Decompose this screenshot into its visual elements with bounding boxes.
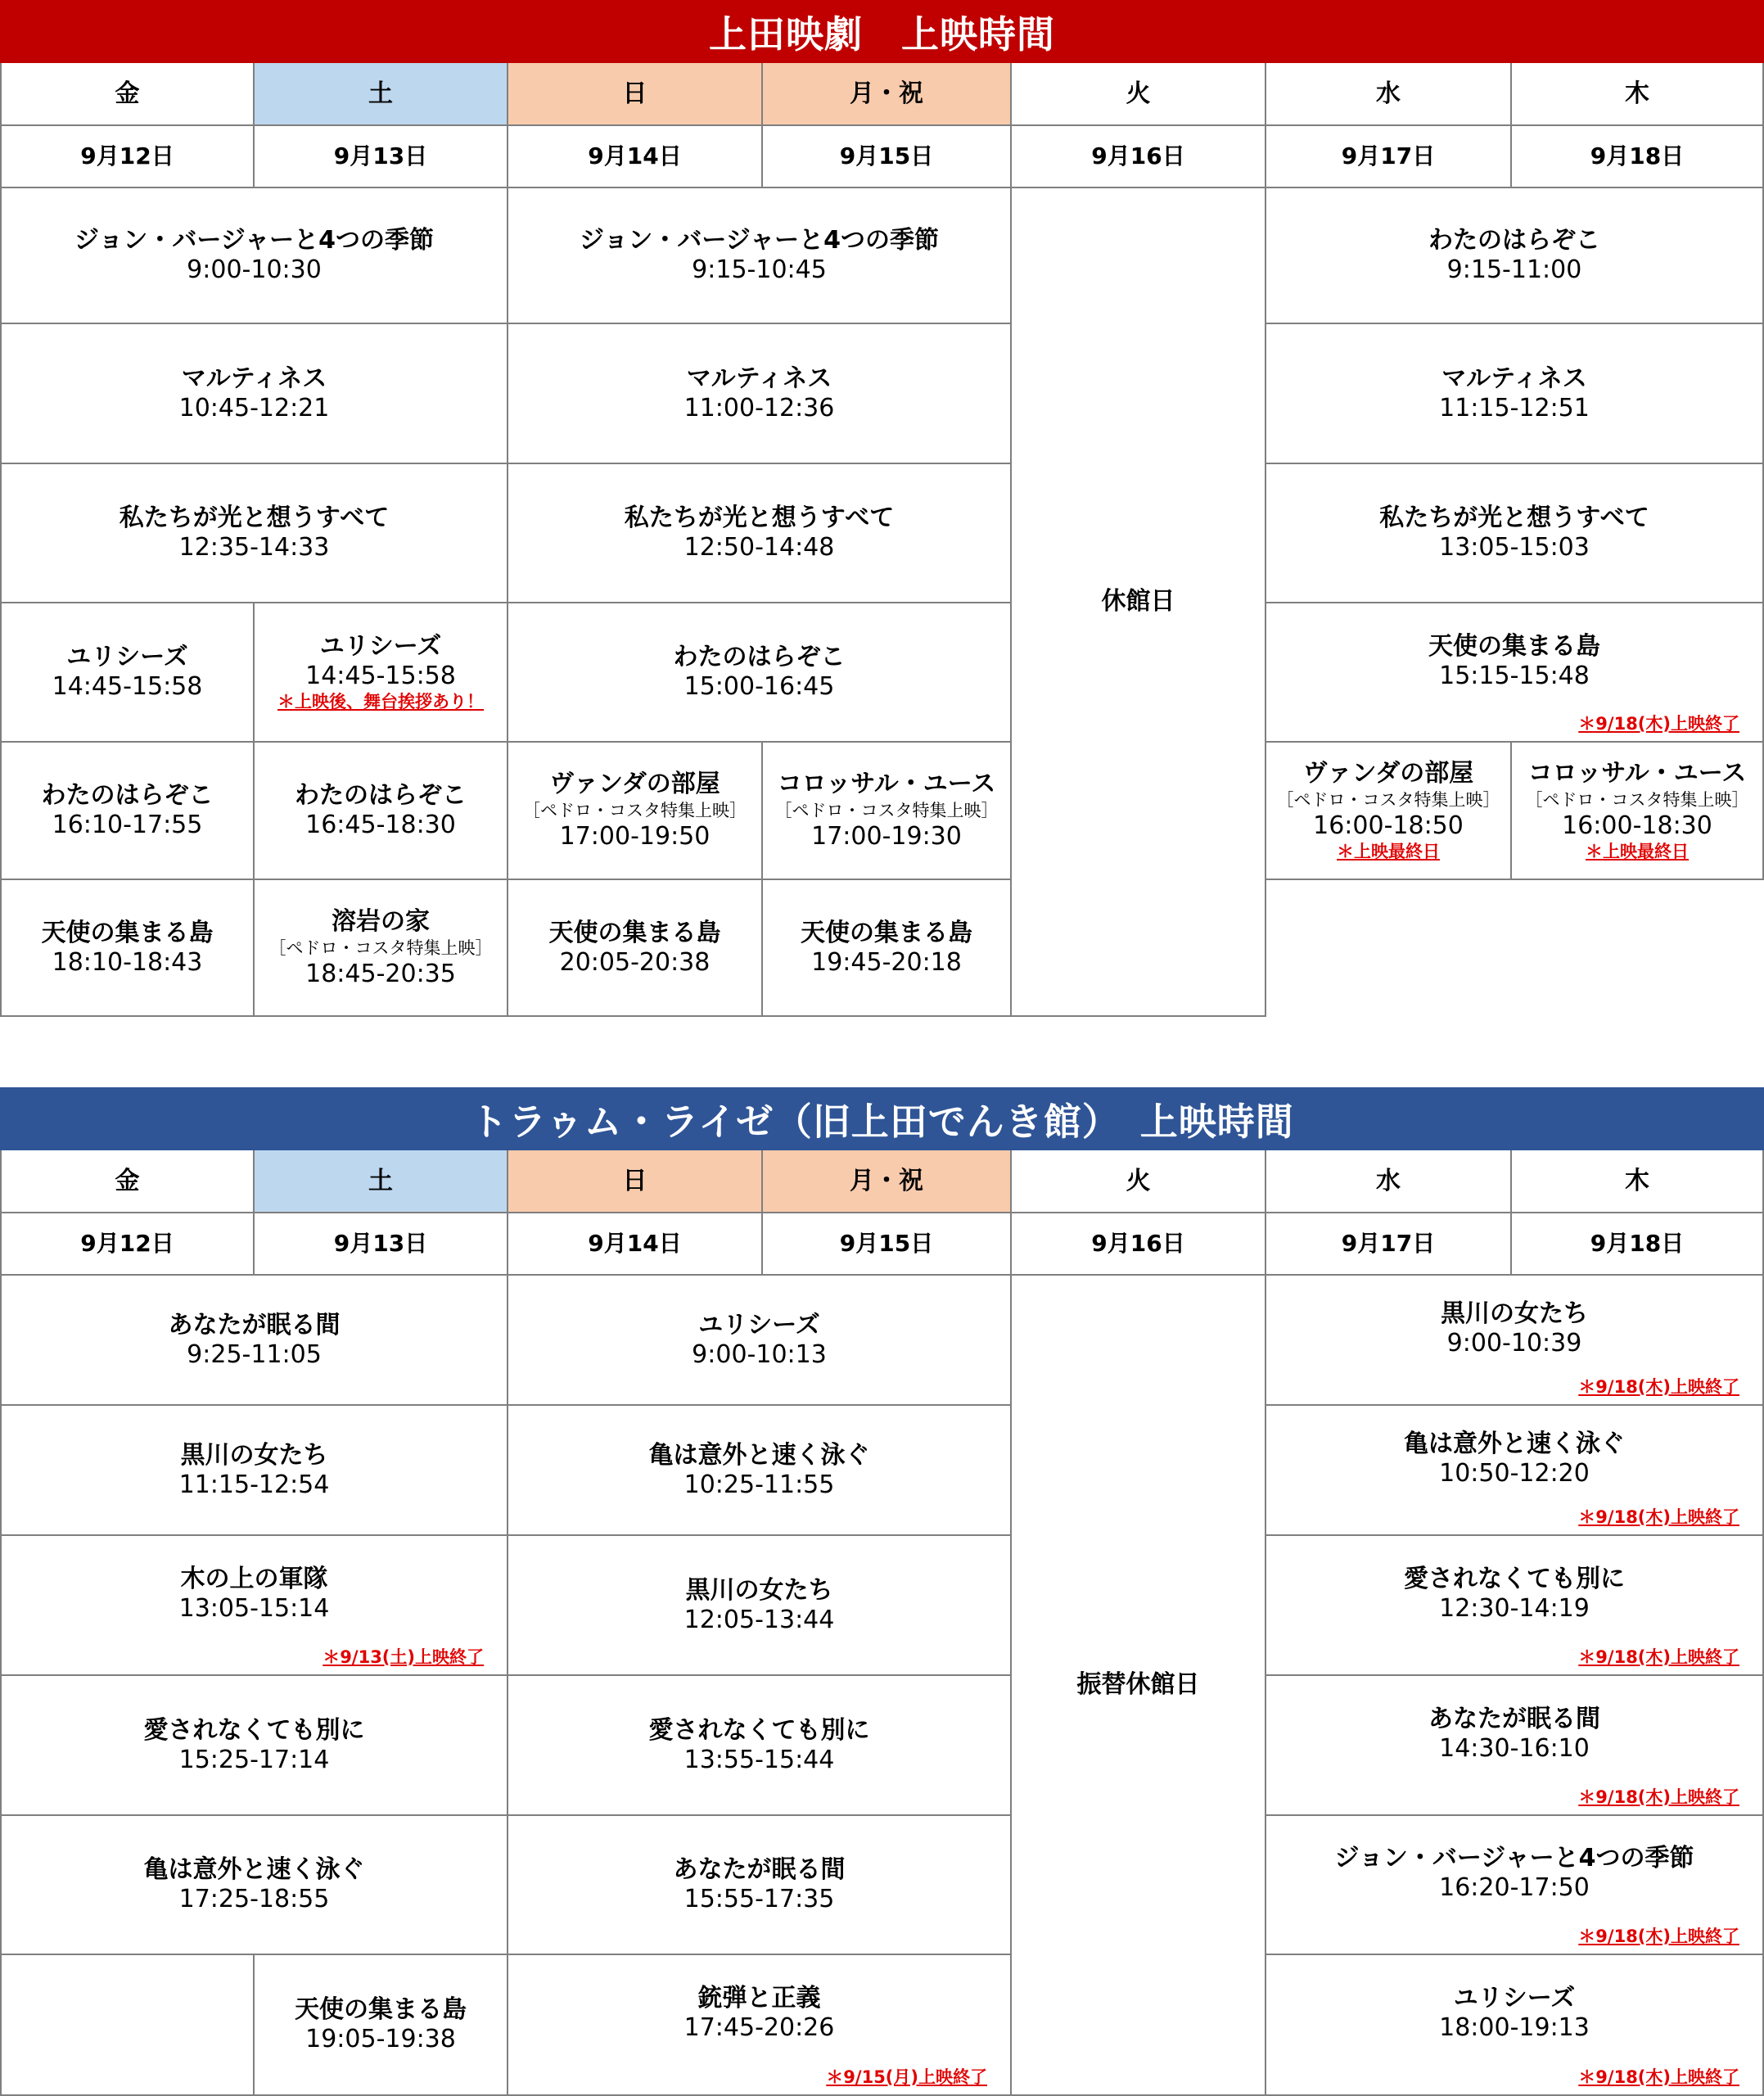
screening-cell	[1266, 1406, 1764, 1536]
showtime: 13:05-15:14	[178, 1593, 330, 1623]
notice-text: ＊9/18(木)上映終了	[1578, 1927, 1739, 1946]
film-title: ジョン・バージャーと4つの季節	[1334, 1844, 1694, 1872]
showtime: 18:10-18:43	[52, 947, 203, 977]
film-title: 天使の集まる島	[41, 918, 214, 947]
film-title: 黒川の女たち	[1441, 1299, 1588, 1328]
film-title: 亀は意外と速く泳ぐ	[1404, 1429, 1625, 1458]
showtime: 15:15-15:48	[1439, 662, 1590, 690]
showtime: 16:00-18:30	[1562, 811, 1712, 840]
film-title: 愛されなくても別に	[1404, 1564, 1625, 1593]
showtime: 15:25-17:14	[178, 1745, 330, 1774]
notice-text: ＊9/18(木)上映終了	[1578, 2067, 1739, 2087]
screening-cell	[1266, 743, 1512, 880]
day-fri: 金	[0, 63, 255, 126]
film-title: マルティネス	[686, 364, 832, 393]
screening-cell	[0, 603, 255, 743]
day-sun: 日	[508, 63, 763, 126]
film-title: 私たちが光と想うすべて	[119, 504, 390, 532]
screening-cell	[0, 880, 255, 1017]
screening-cell	[1512, 743, 1764, 880]
film-title: わたのはらぞこ	[41, 781, 214, 810]
notice-text: ＊9/15(月)上映終了	[826, 2067, 987, 2087]
showtime: 12:35-14:33	[178, 533, 330, 562]
showtime: 12:05-13:44	[683, 1605, 835, 1634]
program-label: ［ペドロ・コスタ特集上映］	[1276, 790, 1500, 810]
date-fri: 9月12日	[0, 1213, 255, 1276]
film-title: 天使の集まる島	[1428, 632, 1600, 661]
day-mon-holiday: 月・祝	[763, 1150, 1012, 1213]
showtime: 17:45-20:26	[683, 2013, 835, 2042]
day-sun: 日	[508, 1150, 763, 1213]
film-title: 私たちが光と想うすべて	[624, 504, 895, 532]
screening-cell	[508, 1955, 1012, 2096]
showtime: 12:30-14:19	[1439, 1593, 1590, 1623]
film-title: あなたが眠る間	[168, 1310, 341, 1339]
screening-cell	[508, 1406, 1012, 1536]
date-mon: 9月15日	[763, 1213, 1012, 1276]
film-title: ジョン・バージャーと4つの季節	[74, 226, 435, 255]
screening-cell	[0, 324, 508, 464]
day-tue: 火	[1012, 1150, 1266, 1213]
date-sat: 9月13日	[255, 126, 508, 188]
film-title: 溶岩の家	[332, 906, 430, 936]
showtime: 16:20-17:50	[1439, 1873, 1590, 1902]
showtime: 10:45-12:21	[178, 393, 330, 422]
film-title: 木の上の軍隊	[180, 1564, 328, 1593]
showtime: 9:25-11:05	[187, 1339, 322, 1369]
screening-cell	[1266, 324, 1764, 464]
program-label: ［ペドロ・コスタ特集上映］	[268, 937, 493, 958]
showtime: 20:05-20:38	[559, 947, 711, 977]
film-title: 黒川の女たち	[180, 1440, 328, 1470]
showtime: 18:00-19:13	[1439, 2013, 1590, 2042]
screening-cell	[508, 324, 1012, 464]
notice-text: ＊9/18(木)上映終了	[1578, 1787, 1739, 1807]
film-title: 天使の集まる島	[801, 918, 972, 947]
screening-cell	[1266, 1536, 1764, 1676]
schedule-grid-traumreise	[0, 1150, 1764, 2096]
film-title: 愛されなくても別に	[648, 1715, 870, 1745]
film-title: あなたが眠る間	[1428, 1704, 1600, 1733]
date-mon: 9月15日	[763, 126, 1012, 188]
screening-cell	[763, 880, 1012, 1017]
date-wed: 9月17日	[1266, 126, 1512, 188]
section-title-traumreise: トラゥム・ライゼ（旧上田でんき館） 上映時間	[0, 1087, 1764, 1150]
notice-text: ＊9/18(木)上映終了	[1578, 1507, 1739, 1527]
film-title: 私たちが光と想うすべて	[1379, 504, 1649, 532]
film-title: ジョン・バージャーと4つの季節	[579, 226, 940, 255]
day-wed: 水	[1266, 63, 1512, 126]
screening-cell	[0, 1276, 508, 1406]
showtime: 9:00-10:30	[187, 255, 322, 284]
screening-cell	[0, 1536, 508, 1676]
showtime: 9:00-10:39	[1446, 1328, 1582, 1357]
film-title: 亀は意外と速く泳ぐ	[648, 1440, 870, 1470]
day-thu: 木	[1512, 63, 1764, 126]
day-tue: 火	[1012, 63, 1266, 126]
film-title: マルティネス	[181, 364, 327, 393]
program-label: ［ペドロ・コスタ特集上映］	[774, 801, 999, 820]
screening-cell	[0, 464, 508, 603]
day-thu: 木	[1512, 1150, 1764, 1213]
showtime: 18:45-20:35	[305, 959, 456, 988]
showtime: 9:00-10:13	[692, 1339, 827, 1369]
screening-cell	[255, 880, 508, 1017]
film-title: ユリシーズ	[319, 632, 442, 661]
screening-cell	[508, 1536, 1012, 1676]
film-title: ヴァンダの部屋	[1302, 759, 1474, 788]
closed-day-cell	[1012, 188, 1266, 1017]
showtime: 17:00-19:30	[811, 822, 962, 851]
date-sun: 9月14日	[508, 1213, 763, 1276]
screening-cell	[0, 743, 255, 880]
showtime: 11:00-12:36	[683, 393, 835, 422]
date-wed: 9月17日	[1266, 1213, 1512, 1276]
section-title-uedaeigeki: 上田映劇 上映時間	[0, 0, 1764, 63]
notice-text: ＊上映最終日	[1337, 842, 1440, 861]
date-thu: 9月18日	[1512, 1213, 1764, 1276]
day-sat: 土	[255, 1150, 508, 1213]
notice-text: ＊9/18(木)上映終了	[1578, 1647, 1739, 1667]
showtime: 10:25-11:55	[683, 1470, 835, 1499]
day-fri: 金	[0, 1150, 255, 1213]
showtime: 13:55-15:44	[683, 1745, 835, 1774]
screening-cell	[1266, 188, 1764, 324]
closed-label: 休館日	[1101, 587, 1175, 616]
closed-label: 振替休館日	[1076, 1670, 1200, 1699]
film-title: コロッサル・ユース	[777, 770, 996, 798]
screening-cell	[763, 743, 1012, 880]
screening-cell	[508, 464, 1012, 603]
screening-cell	[508, 880, 763, 1017]
film-title: あなたが眠る間	[673, 1855, 846, 1884]
screening-cell	[508, 188, 1012, 324]
film-title: 亀は意外と速く泳ぐ	[143, 1855, 365, 1884]
showtime: 19:45-20:18	[811, 947, 962, 977]
notice-text: ＊9/13(土)上映終了	[323, 1647, 484, 1667]
showtime: 17:25-18:55	[178, 1885, 330, 1913]
screening-cell	[1266, 1676, 1764, 1816]
showtime: 9:15-11:00	[1446, 255, 1582, 284]
empty-cell	[0, 1955, 255, 2096]
notice-text: ＊上映後、舞台挨拶あり！	[277, 692, 484, 711]
film-title: ヴァンダの部屋	[549, 770, 720, 798]
date-sat: 9月13日	[255, 1213, 508, 1276]
screening-cell	[1266, 1276, 1764, 1406]
screening-cell	[508, 1276, 1012, 1406]
film-title: 天使の集まる島	[295, 1995, 467, 2024]
day-sat: 土	[255, 63, 508, 126]
showtime: 13:05-15:03	[1439, 533, 1590, 562]
showtime: 15:55-17:35	[683, 1885, 835, 1913]
showtime: 11:15-12:51	[1439, 393, 1590, 422]
film-title: コロッサル・ユース	[1527, 759, 1747, 788]
film-title: 愛されなくても別に	[143, 1715, 365, 1745]
showtime: 14:45-15:58	[305, 662, 456, 690]
showtime: 19:05-19:38	[305, 2025, 456, 2053]
film-title: ユリシーズ	[66, 643, 188, 671]
screening-cell	[0, 188, 508, 324]
showtime: 10:50-12:20	[1439, 1458, 1590, 1488]
date-sun: 9月14日	[508, 126, 763, 188]
day-mon-holiday: 月・祝	[763, 63, 1012, 126]
screening-cell	[255, 603, 508, 743]
program-label: ［ペドロ・コスタ特集上映］	[523, 801, 747, 820]
program-label: ［ペドロ・コスタ特集上映］	[1525, 790, 1749, 810]
film-title: 天使の集まる島	[548, 918, 721, 947]
film-title: 銃弾と正義	[697, 1984, 821, 2012]
film-title: マルティネス	[1441, 364, 1587, 393]
showtime: 16:10-17:55	[52, 811, 203, 839]
showtime: 14:45-15:58	[52, 672, 203, 701]
notice-text: ＊上映最終日	[1586, 842, 1689, 861]
screening-cell	[508, 743, 763, 880]
showtime: 14:30-16:10	[1439, 1733, 1590, 1763]
film-title: ユリシーズ	[698, 1310, 820, 1339]
screening-cell	[0, 1816, 508, 1955]
screening-cell	[0, 1406, 508, 1536]
screening-cell	[1266, 603, 1764, 743]
showtime: 16:00-18:50	[1313, 811, 1464, 840]
screening-cell	[1266, 1816, 1764, 1955]
screening-cell	[255, 743, 508, 880]
schedule-grid-uedaeigeki	[0, 63, 1764, 1017]
showtime: 12:50-14:48	[683, 533, 835, 562]
screening-cell	[508, 1676, 1012, 1816]
notice-text: ＊9/18(木)上映終了	[1578, 714, 1739, 734]
notice-text: ＊9/18(木)上映終了	[1578, 1377, 1739, 1397]
screening-cell	[255, 1955, 508, 2096]
screening-cell	[1266, 1955, 1764, 2096]
screening-cell	[508, 603, 1012, 743]
film-title: ユリシーズ	[1453, 1984, 1576, 2012]
date-tue: 9月16日	[1012, 1213, 1266, 1276]
film-title: わたのはらぞこ	[1428, 226, 1600, 255]
film-title: わたのはらぞこ	[295, 781, 467, 810]
showtime: 17:00-19:50	[559, 822, 711, 851]
showtime: 15:00-16:45	[683, 672, 835, 701]
date-thu: 9月18日	[1512, 126, 1764, 188]
film-title: わたのはらぞこ	[673, 643, 846, 671]
showtime: 11:15-12:54	[178, 1470, 330, 1499]
screening-cell	[1266, 464, 1764, 603]
film-title: 黒川の女たち	[685, 1575, 833, 1605]
date-fri: 9月12日	[0, 126, 255, 188]
closed-day-cell	[1012, 1276, 1266, 2096]
day-wed: 水	[1266, 1150, 1512, 1213]
showtime: 16:45-18:30	[305, 811, 456, 839]
screening-cell	[0, 1676, 508, 1816]
date-tue: 9月16日	[1012, 126, 1266, 188]
showtime: 9:15-10:45	[692, 255, 827, 284]
screening-cell	[508, 1816, 1012, 1955]
